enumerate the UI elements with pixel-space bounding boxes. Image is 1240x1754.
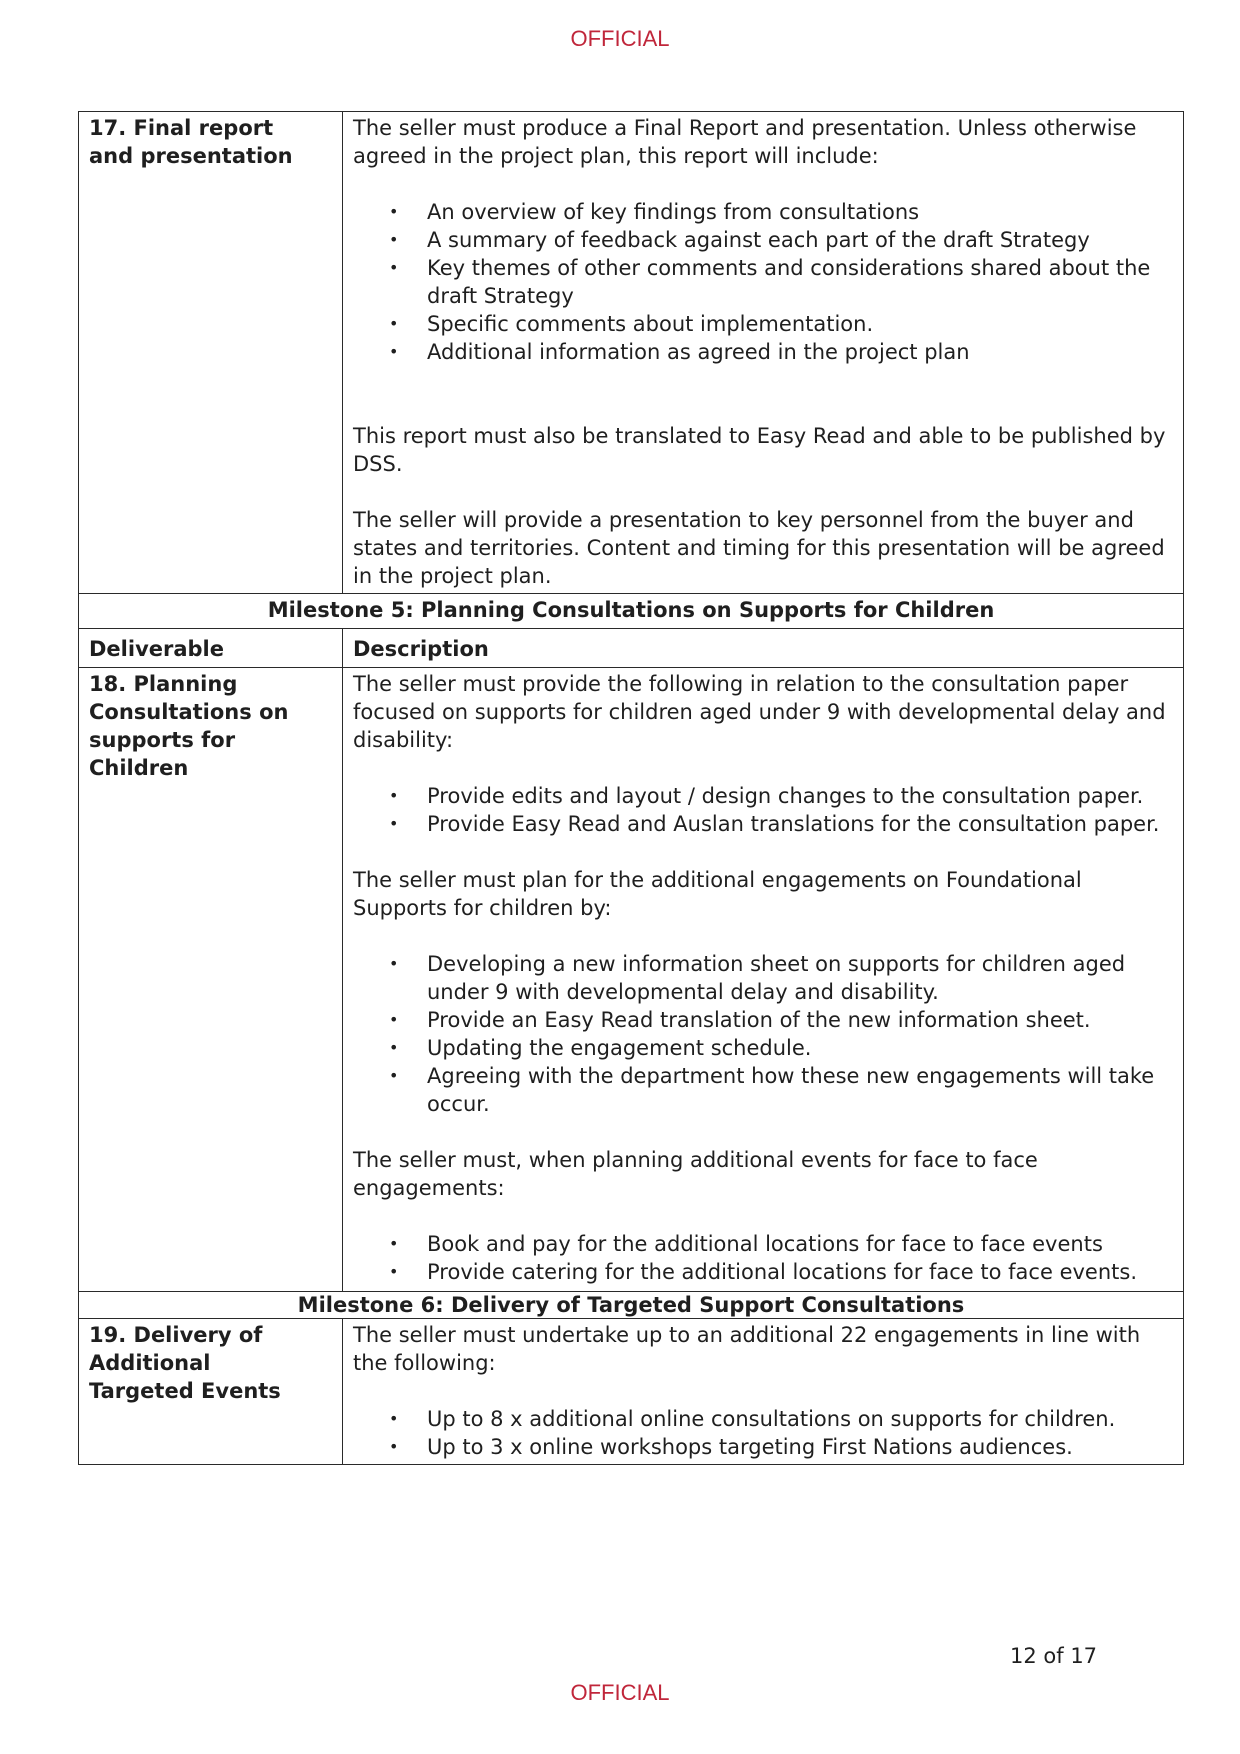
list-item: • Agreeing with the department how these new engagements will take occur. <box>427 1062 1173 1118</box>
deliverable-19-description <box>343 1319 1184 1465</box>
deliverable-18-intro: The seller must provide the following in relation to the consultation paper focused on supports for children aged under 9 with developmental delay and disability: <box>353 672 1166 752</box>
list-item: • Provide an Easy Read translation of the new information sheet. <box>427 1006 1173 1034</box>
deliverable-18-bullets-a <box>353 782 1173 838</box>
list-item: • Provide Easy Read and Auslan translations for the consultation paper. <box>427 810 1173 838</box>
deliverable-17-intro: The seller must produce a Final Report and presentation. Unless otherwise agreed in the project plan, this report will include: <box>353 116 1137 168</box>
deliverable-19-intro: The seller must undertake up to an additional 22 engagements in line with the following: <box>353 1323 1141 1375</box>
list-item: • Book and pay for the additional locations for face to face events <box>427 1230 1173 1258</box>
deliverable-18-events: The seller must, when planning additional events for face to face engagements: <box>353 1148 1038 1200</box>
list-item: • A summary of feedback against each part of the draft Strategy <box>427 226 1173 254</box>
deliverable-18-bullets-b <box>353 950 1173 1118</box>
table-row <box>79 629 1184 668</box>
page-number: 12 of 17 <box>1010 1644 1098 1668</box>
list-item: • An overview of key findings from consultations <box>427 198 1173 226</box>
deliverables-table <box>78 111 1184 1465</box>
list-item: • Provide edits and layout / design changes to the consultation paper. <box>427 782 1173 810</box>
deliverable-17-bullets <box>353 198 1173 366</box>
deliverable-17-easy-read: This report must also be translated to Easy Read and able to be published by DSS. <box>353 424 1166 476</box>
table-row <box>79 594 1184 629</box>
column-header-deliverable: Deliverable <box>79 629 343 668</box>
official-marking-top: OFFICIAL <box>570 26 670 51</box>
list-item: • Provide catering for the additional locations for face to face events. <box>427 1258 1173 1286</box>
deliverable-17-title: 17. Final report and presentation <box>79 112 343 594</box>
table-row <box>79 1292 1184 1319</box>
deliverable-18-bullets-c <box>353 1230 1173 1286</box>
list-item: • Additional information as agreed in the project plan <box>427 338 1173 366</box>
list-item: • Specific comments about implementation. <box>427 310 1173 338</box>
table-row <box>79 112 1184 594</box>
deliverable-17-description <box>343 112 1184 594</box>
table-row <box>79 1319 1184 1465</box>
deliverable-17-presentation: The seller will provide a presentation to key personnel from the buyer and states and territories. Content and timing for this presentation will be agreed in the project plan. <box>353 508 1165 588</box>
deliverable-18-plan: The seller must plan for the additional engagements on Foundational Supports for children by: <box>353 868 1082 920</box>
deliverable-19-bullets <box>353 1405 1173 1461</box>
deliverable-18-title: 18. Planning Consultations on supports for Children <box>79 668 343 1292</box>
deliverable-18-description <box>343 668 1184 1292</box>
list-item: • Updating the engagement schedule. <box>427 1034 1173 1062</box>
list-item: • Key themes of other comments and considerations shared about the draft Strategy <box>427 254 1173 310</box>
milestone-6-heading: Milestone 6: Delivery of Targeted Support Consultations <box>79 1292 1184 1319</box>
milestone-5-heading: Milestone 5: Planning Consultations on Supports for Children <box>79 594 1184 629</box>
list-item: • Up to 8 x additional online consultations on supports for children. <box>427 1405 1173 1433</box>
deliverable-19-title: 19. Delivery of Additional Targeted Events <box>79 1319 343 1465</box>
list-item: • Developing a new information sheet on supports for children aged under 9 with developmental delay and disability. <box>427 950 1173 1006</box>
official-marking-bottom: OFFICIAL <box>570 1680 670 1705</box>
list-item: • Up to 3 x online workshops targeting First Nations audiences. <box>427 1433 1173 1461</box>
column-header-description: Description <box>343 629 1184 668</box>
table-row <box>79 668 1184 1292</box>
